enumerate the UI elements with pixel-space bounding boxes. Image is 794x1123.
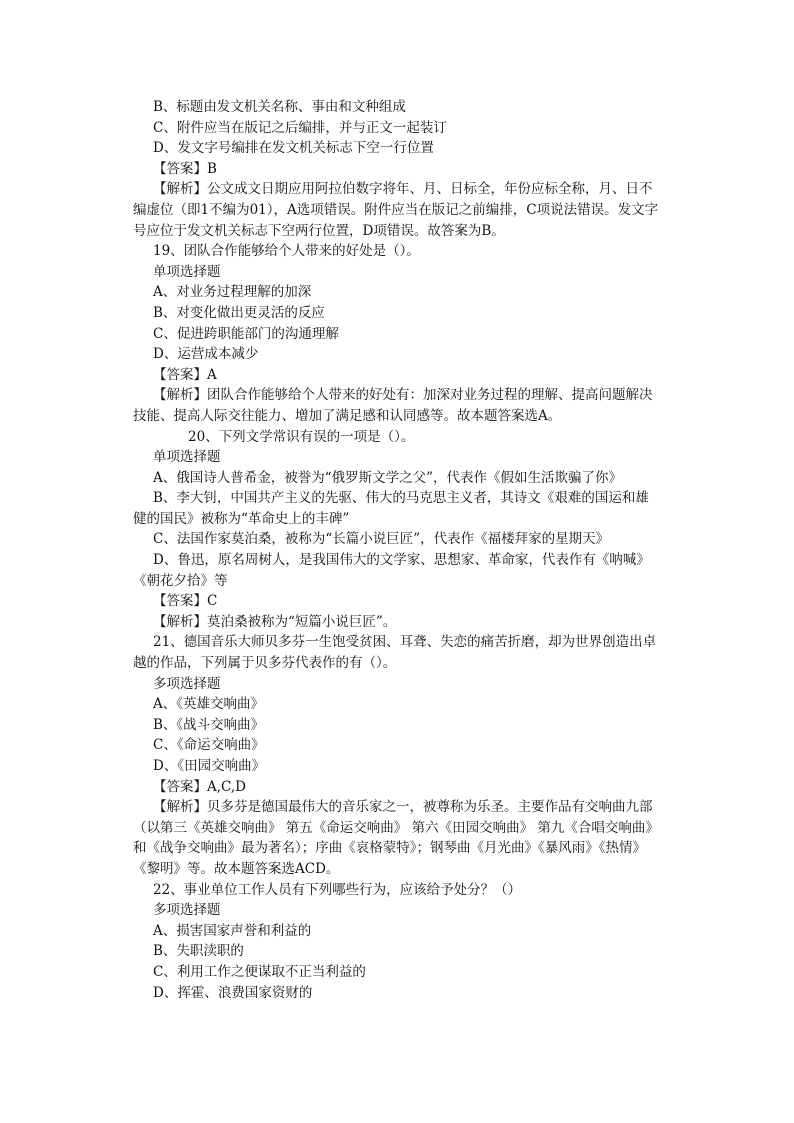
q18-answer: 【答案】B [153,160,217,177]
q18-option-d: D、发文字号编排在发文机关标志下空一行位置 [153,140,434,157]
q19-analysis-line-1: 【解析】团队合作能够给个人带来的好处有：加深对业务过程的理解、提高问题解决 [153,387,653,404]
q18-option-b: B、标题由发文机关名称、事由和文种组成 [153,99,406,115]
q21-stem-line-2: 越的作品，下列属于贝多芬代表作的有（）。 [133,655,397,672]
q20-answer: 【答案】C [153,593,218,610]
q19-option-d: D、运营成本减少 [153,346,259,363]
q19-analysis-line-2: 技能、提高人际交往能力、增加了满足感和认同感等。故本题答案选A。 [133,407,562,424]
q20-type: 单项选择题 [153,449,221,466]
q22-option-a: A、损害国家声誉和利益的 [153,922,312,939]
q19-type: 单项选择题 [153,263,221,280]
q19-option-c: C、促进跨职能部门的沟通理解 [153,325,339,342]
q21-analysis-line-3: 和《战争交响曲》最为著名）；序曲《哀格蒙特》；钢琴曲《月光曲》《暴风雨》《热情》 [133,840,646,857]
q21-answer: 【答案】A,C,D [153,778,247,795]
q20-option-b-line-2: 健的国民》被称为“革命史上的丰碑” [133,510,350,527]
q20-analysis: 【解析】莫泊桑被称为“短篇小说巨匠”。 [153,613,397,630]
q22-option-b: B、失职渎职的 [153,943,244,960]
q22-option-d: D、挥霍、浪费国家资财的 [153,984,313,1001]
q22-stem: 22、事业单位工作人员有下列哪些行为，应该给予处分？（） [153,881,522,898]
q21-stem-line-1: 21、德国音乐大师贝多芬一生饱受贫困、耳聋、失恋的痛苦折磨，却为世界创造出卓 [153,634,657,651]
q22-type: 多项选择题 [153,902,221,919]
q21-option-d: D、《田园交响曲》 [153,758,266,774]
q21-analysis-line-2: （以第三《英雄交响曲》 第五《命运交响曲》 第六《田园交响曲》 第九《合唱交响曲》 [133,819,659,836]
q19-option-a: A、对业务过程理解的加深 [153,284,312,301]
q20-stem: 20、下列文学常识有误的一项是（）。 [188,428,415,445]
q21-analysis-line-4: 《黎明》等。故本题答案选ACD。 [133,860,340,877]
q20-option-d-line-1: D、鲁迅，原名周树人，是我国伟大的文学家、思想家、革命家，代表作有《呐喊》 [153,552,650,569]
q18-option-c: C、附件应当在版记之后编排，并与正文一起装订 [153,119,447,136]
q20-option-c: C、法国作家莫泊桑，被称为“长篇小说巨匠”，代表作《福楼拜家的星期天》 [153,531,610,548]
q21-option-b: B、《战斗交响曲》 [153,716,265,733]
question-block [133,97,673,1003]
q21-option-c: C、《命运交响曲》 [153,737,265,754]
q18-analysis-line-1: 【解析】公文成文日期应用阿拉伯数字将年、月、日标全，年份应标全称，月、日不 [153,181,653,198]
q18-analysis-line-2: 编虚位（即1不编为01），A选项错误。附件应当在版记之前编排，C项说法错误。发文字 [133,201,659,218]
q20-option-b-line-1: B、李大钊，中国共产主义的先驱、伟大的马克思主义者，其诗文《艰难的国运和雄 [153,490,649,507]
q22-option-c: C、利用工作之便谋取不正当利益的 [153,963,366,980]
q19-option-b: B、对变化做出更灵活的反应 [153,304,325,321]
q21-analysis-line-1: 【解析】贝多芬是德国最伟大的音乐家之一，被尊称为乐圣。主要作品有交响曲九部 [153,799,653,816]
q21-option-a: A、《英雄交响曲》 [153,696,264,713]
q18-analysis-line-3: 号应位于发文机关标志下空两行位置，D项错误。故答案为B。 [133,222,505,239]
q20-option-a: A、俄国诗人普希金，被誉为“俄罗斯文学之父”，代表作《假如生活欺骗了你》 [153,469,623,486]
q19-stem: 19、团队合作能够给个人带来的好处是（）。 [153,243,420,260]
q19-answer: 【答案】A [153,366,217,383]
q20-option-d-line-2: 《朝花夕拾》等 [133,572,228,589]
q21-type: 多项选择题 [153,675,221,692]
